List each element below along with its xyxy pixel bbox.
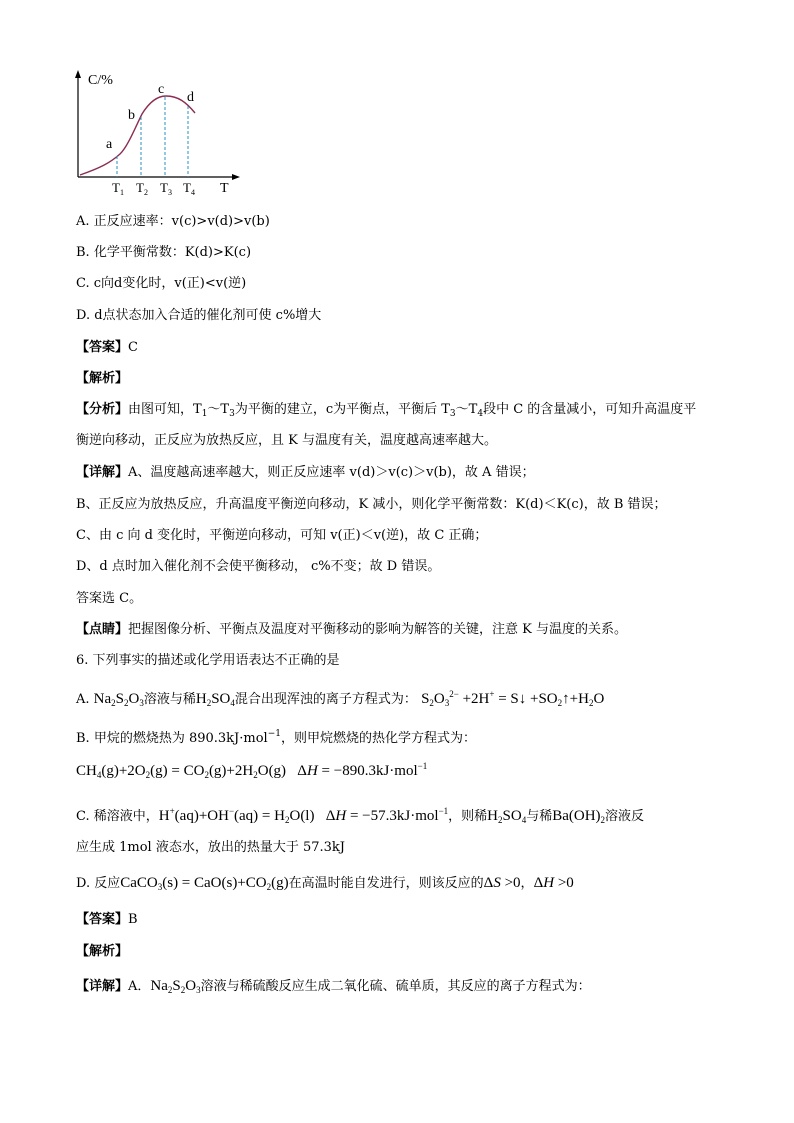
- y-axis-arrow: [75, 70, 81, 78]
- concentration-curve: [80, 96, 195, 175]
- option-text: 混合出现浑浊的离子方程式为：: [234, 692, 417, 707]
- concentration-temperature-graph: [70, 68, 245, 198]
- fenxi-text: 为平衡的建立，c为平衡点，平衡后 T: [234, 402, 450, 417]
- option-text: ，: [520, 876, 534, 891]
- answer-value: B: [128, 912, 138, 927]
- q6-option-c-line-2: 应生成 1mol 液态水，放出的热量大于 57.3kJ: [76, 840, 346, 855]
- tick-label-t1: $T_1$: [112, 180, 124, 197]
- fenxi-text: ～T: [207, 402, 230, 417]
- detail-text: A、温度越高速率越大，则正反应速率 v(d)＞v(c)＞v(b)，故 A 错误；: [128, 465, 535, 480]
- q5-option-a: A. 正反应速率：v(c)>v(d)>v(b): [76, 214, 270, 229]
- point-label-d: d: [187, 90, 194, 105]
- tick-label-t2: $T_2$: [136, 180, 148, 197]
- answer-tag: 【答案】: [76, 340, 129, 355]
- tick-label-t4: $T_4$: [183, 180, 195, 197]
- q6-option-c-line-1: C. 稀溶液中，$H^+(aq)+OH^-(aq) = H_2O(l) \Delta H = -57.3kJ\cdot mol^{-1}$，则稀$H_2SO_4$与稀$Ba(OH)_2$溶液反: [76, 806, 645, 825]
- q6-option-a: A. $Na_2S_2O_3$溶液与稀$H_2SO_4$混合出现浑浊的离子方程式为： $S_2O_3^{2-} +2H^+$ = S↓ $+SO_2↑+H_2O$: [76, 689, 605, 708]
- q6-analysis-tag: [76, 944, 128, 960]
- option-prefix: A.: [76, 692, 90, 707]
- option-text: 在高温时能自发进行，则该反应的: [288, 876, 484, 891]
- y-axis-label: C/%: [88, 73, 113, 88]
- answer-tag: 【答案】: [76, 912, 129, 927]
- q6-detail-a: 【详解】A．$Na_2S_2O_3$溶液与稀硫酸反应生成二氧化硫、硫单质，其反应的离子方程式为：: [76, 978, 591, 995]
- option-text: ，则甲烷燃烧的热化学方程式为：: [280, 731, 476, 746]
- point-label-a: a: [106, 137, 113, 152]
- fenxi-tag: 【分析】: [76, 402, 129, 417]
- fenxi-text: 段中 C 的含量减小，可知升高温度平: [483, 402, 697, 417]
- dianjing-tag: 【点睛】: [76, 622, 129, 637]
- option-text: 溶液反: [605, 809, 645, 824]
- option-text: C. 稀溶液中，: [76, 809, 159, 824]
- analysis-tag: 【解析】: [76, 944, 129, 959]
- q5-detail-d: D、d 点时加入催化剂不会使平衡移动， c%不变；故 D 错误。: [76, 559, 441, 574]
- q5-fenxi-line-1: 【分析】由图可知，$T_1\sim T_3$为平衡的建立，c为平衡点，平衡后 $T_3\sim T_4$段中 C 的含量减小，可知升高温度平: [76, 402, 697, 419]
- option-text: 与稀: [526, 809, 553, 824]
- q6-stem: 6. 下列事实的描述或化学用语表达不正确的是: [76, 653, 340, 668]
- detail-tag: 【详解】: [76, 979, 129, 994]
- q6-option-b-line-1: B. 甲烷的燃烧热为 890.3kJ·mol$^{-1}$，则甲烷燃烧的热化学方程式为：: [76, 729, 476, 746]
- x-axis-arrow: [232, 174, 240, 180]
- point-label-c: c: [158, 82, 165, 97]
- option-text: D. 反应: [76, 876, 121, 891]
- q5-option-d: D. d点状态加入合适的催化剂可使 c%增大: [76, 308, 322, 323]
- detail-text: 溶液与稀硫酸反应生成二氧化硫、硫单质，其反应的离子方程式为：: [200, 979, 591, 994]
- q5-detail-a: [76, 465, 535, 481]
- answer-value: C: [128, 340, 138, 355]
- q5-analysis-tag: [76, 371, 128, 387]
- point-label-b: b: [128, 108, 135, 123]
- option-text: ，则稀: [448, 809, 488, 824]
- fenxi-text: 由图可知，T: [128, 402, 202, 417]
- dianjing-text: 把握图像分析、平衡点及温度对平衡移动的影响为解答的关键，注意 K 与温度的关系。: [128, 622, 627, 637]
- q5-detail-b: B、正反应为放热反应，升高温度平衡逆向移动，K 减小，则化学平衡常数：K(d)＜K(c)，故 B 错误；: [76, 497, 667, 512]
- option-text: B. 甲烷的燃烧热为 890.3kJ·mol: [76, 731, 268, 746]
- q6-option-b-equation: $CH_4(g)+2O_2(g) = CO_2(g)+2H_2O(g) \Delta H = -890.3kJ\cdot mol^{-1}$: [76, 761, 428, 780]
- analysis-tag: 【解析】: [76, 371, 129, 386]
- q5-dianjing: [76, 622, 627, 638]
- q5-fenxi-line-2: 衡逆向移动，正反应为放热反应，且 K 与温度有关，温度越高速率越大。: [76, 433, 497, 448]
- detail-text: A．: [128, 979, 151, 994]
- q6-option-d: D. 反应CaCO$_3$(s) = $CaO(s)+CO_2(g)$在高温时能自发进行，则该反应的ΔS >0，ΔH >0: [76, 875, 574, 892]
- q6-answer: [76, 912, 138, 928]
- q5-conclusion: 答案选 C。: [76, 591, 143, 606]
- x-axis-label: T: [220, 181, 229, 196]
- option-text: 溶液与稀: [143, 692, 196, 707]
- q5-option-b: B. 化学平衡常数：K(d)>K(c): [76, 245, 252, 260]
- q5-detail-c: C、由 c 向 d 变化时，平衡逆向移动，可知 v(正)＜v(逆)，故 C 正确；: [76, 528, 488, 543]
- q5-option-c: C. c向d变化时，v(正)<v(逆): [76, 276, 247, 291]
- tick-label-t3: $T_3$: [160, 180, 172, 197]
- fenxi-text: ～T: [455, 402, 478, 417]
- q5-answer: [76, 340, 138, 356]
- detail-tag: 【详解】: [76, 465, 129, 480]
